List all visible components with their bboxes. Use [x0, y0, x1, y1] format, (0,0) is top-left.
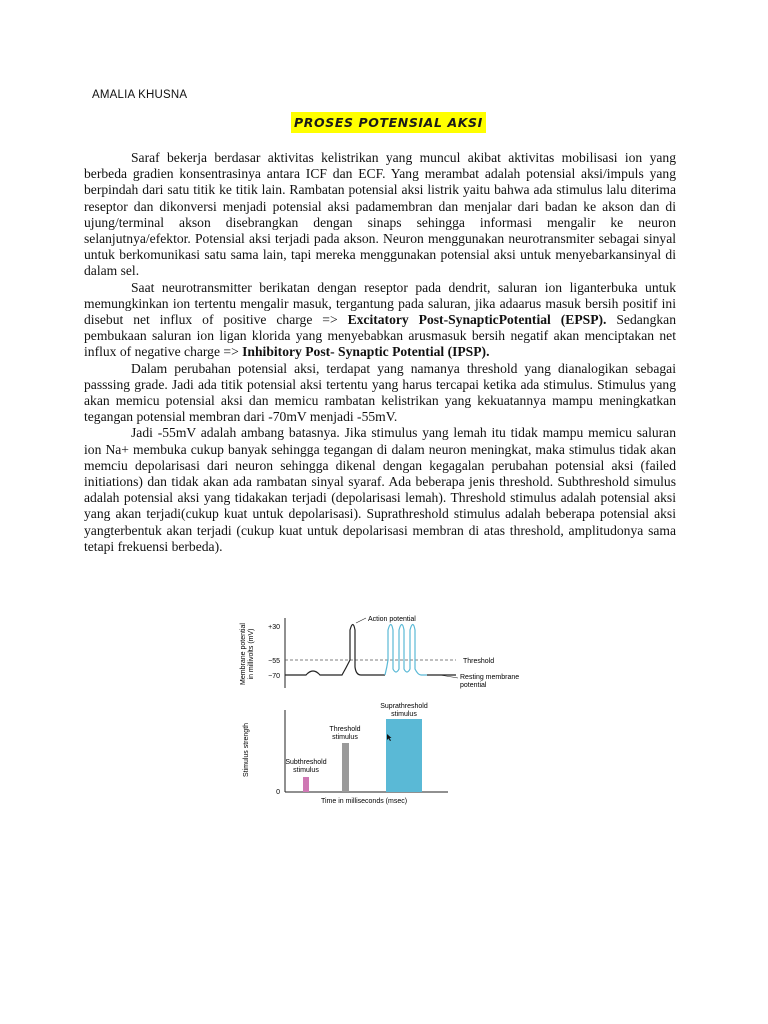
author-name: AMALIA KHUSNA: [92, 89, 188, 101]
paragraph-4: Jadi -55mV adalah ambang batasnya. Jika stimulus yang lemah itu tidak mampu memicu saluran ion Na+ membuka cukup banyak sehingga tegangan di dalam neuron meningkat, maka stimulus tidak akan memciu depolarisasi dari neuron sehingga dikenal dengan kegagalan perubahan potensial aksi (failed initiations) dan tidak akan ada rambatan sinyal syaraf. Ada beberapa jenis threshold. Subthreshold simulus adalah potensial aksi yang tidakakan terjadi (depolarisasi lemah). Threshold stimulus adalah potensial aksi yang akan terjadi(cukup kuat untuk depolarisasi). Suprathreshold stimulus adalah beberapa potensial aksi yangterbentuk akan terjadi (cukup kuat untuk depolarisasi membran di atas threshold, amplitudonya sama tetapi frekuensi berbeda).: [84, 425, 676, 554]
subthreshold-label-line2: stimulus: [293, 767, 319, 774]
body-text: [84, 150, 676, 555]
subthreshold-bar: [303, 777, 309, 792]
x-axis-label: Time in milliseconds (msec): [320, 798, 408, 805]
tick-label-zero: 0: [276, 789, 280, 796]
tick-label-minus55: −55: [268, 658, 280, 665]
suprathreshold-label-line1: Suprathreshold: [380, 703, 428, 710]
action-potential-figure: [236, 612, 536, 812]
resting-label-line1: Resting membrane: [460, 674, 520, 681]
suprathreshold-label-line2: stimulus: [391, 711, 417, 718]
tick-label-plus30: +30: [268, 624, 280, 631]
threshold-stimulus-label-line2: stimulus: [332, 734, 358, 741]
epsp-term: Excitatory Post-SynapticPotential (EPSP).: [347, 312, 607, 328]
paragraph-1: Saraf bekerja berdasar aktivitas kelistrikan yang muncul akibat aktivitas mobilisasi ion yang berbeda gradien konsentrasinya antara ICF dan ECF. Yang merambat adalah potensial aksi/impuls yang berpindah dari satu titik ke titik lain. Rambatan potensial aksi listrik yaitu bahwa ada stimulus lalu diterima reseptor dan dikonversi menjadi potensial aksi padamembran dan menjalar dari badan ke akson dan di ujung/terminal akson disebrangkan dengan sinaps sehingga informasi mengalir ke neuron selanjutnya/efektor. Potensial aksi terjadi pada akson. Neuron menggunakan neurotransmiter sebagai sinyal untuk berkomunikasi satu sama lain, tapi mereka menggunakan potensial aksi untuk menyebarkansinyal di dalam sel.: [84, 150, 676, 279]
subthreshold-label-line1: Subthreshold: [285, 759, 327, 766]
suprathreshold-bar: [386, 719, 422, 792]
paragraph-2: [84, 280, 676, 361]
resting-label-line2: potential: [460, 682, 487, 689]
threshold-label: Threshold: [463, 658, 495, 665]
document-title: PROSES POTENSIAL AKSI: [291, 112, 486, 133]
top-y-axis-label-line1: Membrane potential: [240, 623, 247, 685]
paragraph-2-middle: Sedangkan pembukaan saluran ion ligan klorida yang menyebabkan arusmasuk bersih negatif akan menciptakan net influx of negative charge =>: [84, 312, 677, 360]
paragraph-3: Dalam perubahan potensial aksi, terdapat yang namanya threshold yang dianalogikan sebagai passsing grade. Jadi ada titik potensial aksi tertentu yang harus tercapai ketika ada stimulus. Stimulus yang akan memicu potensial aksi dan memicu rambatan kelistrikan yang kekuatannya mampu meningkatkan tegangan potensial membran dari -70mV menjadi -55mV.: [84, 360, 676, 425]
top-y-axis-label-line2: in millivolts (mV): [248, 628, 255, 680]
action-potential-label: Action potential: [368, 616, 416, 623]
threshold-bar: [342, 743, 349, 792]
tick-label-minus70: −70: [268, 673, 280, 680]
ipsp-term: Inhibitory Post- Synaptic Potential (IPSP).: [242, 344, 490, 360]
action-potential-pointer: [356, 618, 366, 623]
membrane-potential-trace: [285, 625, 385, 676]
bottom-y-axis-label: Stimulus strength: [243, 722, 250, 778]
paragraph-2-intro: Saat neurotransmitter berikatan dengan reseptor pada dendrit, saluran ion liganterbuka untuk memungkinkan ion tertentu mengalir masuk, tergantung pada saluran, jika adaarus masuk bersih positif ini disebut net influx of positive charge =>: [84, 279, 676, 328]
suprathreshold-trace: [385, 625, 427, 676]
threshold-stimulus-label-line1: Threshold: [329, 726, 361, 733]
